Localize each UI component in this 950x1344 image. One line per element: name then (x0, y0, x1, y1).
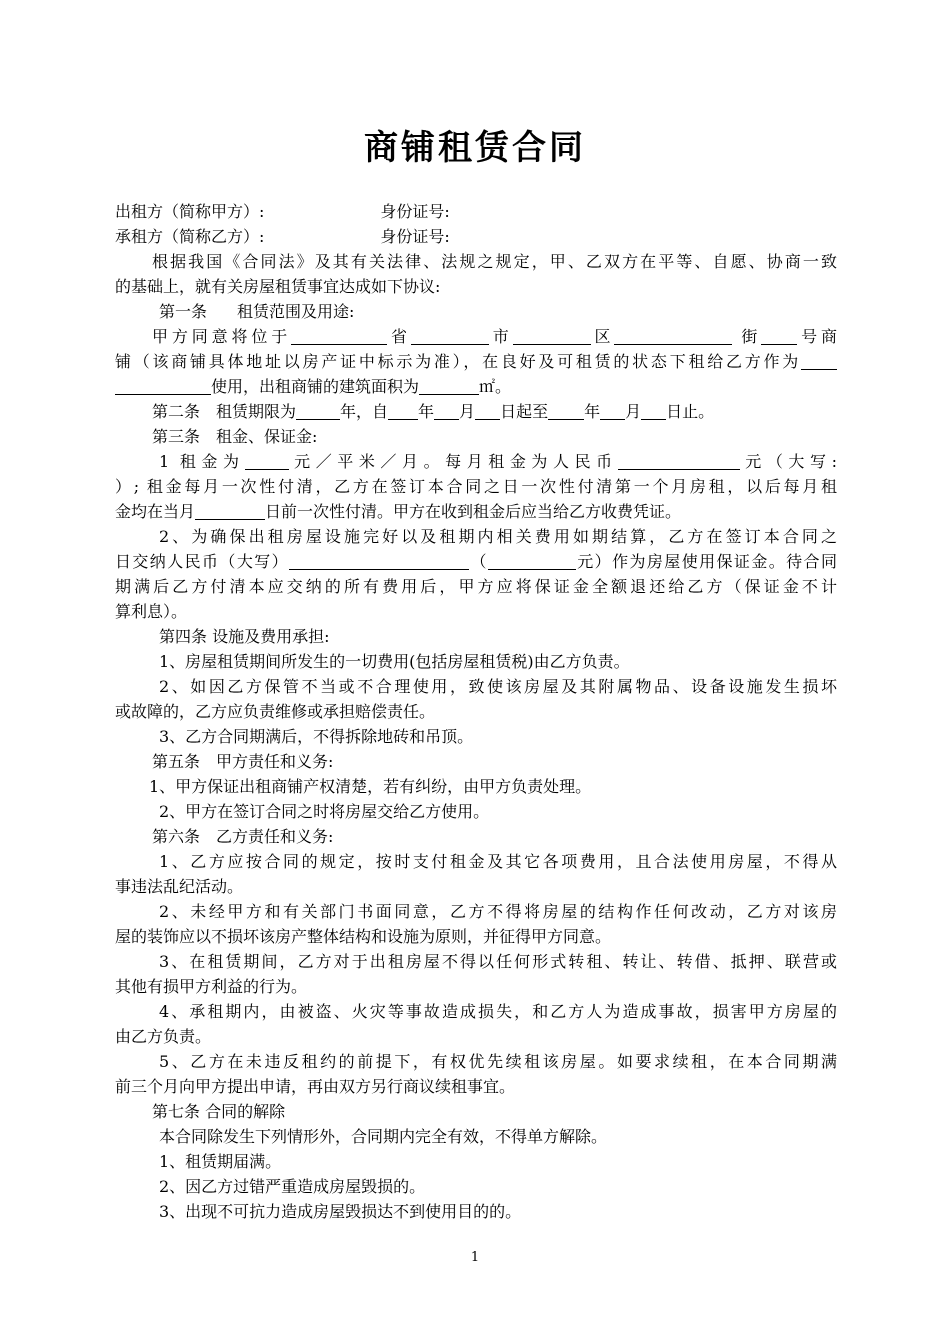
start-year-blank (388, 401, 418, 420)
street-blank (614, 326, 732, 345)
article-6-item-4-line-1: 4、承租期内，由被盗、火灾等事故造成损失，和乙方人为造成事故，损害甲方房屋的 (159, 1002, 837, 1021)
article-4-item-2-line-1: 2、如因乙方保管不当或不合理使用，致使该房屋及其附属物品、设备设施发生损坏 (159, 677, 837, 696)
article-4-heading: 第四条 设施及费用承担: (159, 627, 330, 646)
article-1-line-1: 甲方同意将位于 省 市 区 街 号商 (152, 327, 837, 346)
deposit-amount-blank (488, 551, 576, 570)
article-6-item-1-line-1: 1、乙方应按合同的规定，按时支付租金及其它各项费用，且合法使用房屋，不得从 (159, 852, 837, 871)
start-month-blank (434, 401, 459, 420)
page-number: 1 (470, 1250, 480, 1265)
article-1-number: 第一条 (159, 302, 208, 321)
article-3-line-7: 算利息）。 (115, 602, 188, 621)
article-3-heading: 第三条 租金、保证金: (152, 427, 318, 446)
article-7-heading: 第七条 合同的解除 (152, 1102, 286, 1121)
article-6-item-2-line-1: 2、未经甲方和有关部门书面同意，乙方不得将房屋的结构作任何改动，乙方对该房 (159, 902, 837, 921)
lessor-label: 出租方（简称甲方）: (115, 202, 265, 221)
province-blank (291, 326, 387, 345)
usage-blank-1 (801, 351, 837, 370)
article-1-line-2: 铺（该商铺具体地址以房产证中标示为准），在良好及可租赁的状态下租给乙方作为 (115, 349, 837, 374)
article-6-item-1-line-2: 事违法乱纪活动。 (115, 877, 244, 896)
article-6-item-5-line-2: 前三个月向甲方提出申请，再由双方另行商议续租事宜。 (115, 1077, 516, 1096)
start-day-blank (475, 401, 500, 420)
article-6-item-2-line-2: 屋的装饰应以不损坏该房产整体结构和设施为原则，并征得甲方同意。 (115, 927, 612, 946)
article-5-item-2: 2、甲方在签订合同之时将房屋交给乙方使用。 (159, 802, 490, 821)
lessee-label: 承租方（简称乙方）: (115, 227, 265, 246)
preamble-line-2: 的基础上，就有关房屋租赁事宜达成如下协议: (115, 277, 441, 296)
article-6-item-3-line-1: 3、在租赁期间，乙方对于出租房屋不得以任何形式转租、转让、转借、抵押、联营或 (159, 952, 837, 971)
due-day-blank (195, 501, 265, 520)
end-day-blank (641, 401, 666, 420)
article-1-line-3: 使用，出租商铺的建筑面积为 ㎡。 (115, 374, 837, 399)
article-6-item-4-line-2: 由乙方负责。 (115, 1027, 212, 1046)
article-3-line-4: 2、为确保出租房屋设施完好以及租期内相关费用如期结算，乙方在签订本合同之 (159, 527, 837, 546)
lessee-id-label: 身份证号: (380, 227, 450, 246)
article-7-item-3: 3、出现不可抗力造成房屋毁损达不到使用目的的。 (159, 1202, 522, 1221)
area-blank (419, 376, 479, 395)
article-6-heading: 第六条 乙方责任和义务: (152, 827, 334, 846)
lessee-line (115, 224, 837, 249)
article-4-item-2-line-2: 或故障的，乙方应负责维修或承担赔偿责任。 (115, 702, 436, 721)
article-1-title: 租赁范围及用途: (237, 302, 355, 321)
contract-body (115, 199, 837, 1224)
article-7-item-1: 1、租赁期届满。 (159, 1152, 282, 1171)
city-blank (411, 326, 489, 345)
preamble-line-1: 根据我国《合同法》及其有关法律、法规之规定，甲、乙双方在平等、自愿、协商一致 (152, 252, 837, 271)
article-6-item-3-line-2: 其他有损甲方利益的行为。 (115, 977, 308, 996)
article-5-item-1: 1、甲方保证出租商铺产权清楚，若有纠纷，由甲方负责处理。 (149, 777, 592, 796)
article-7-item-2: 2、因乙方过错严重造成房屋毁损的。 (159, 1177, 426, 1196)
years-blank (296, 401, 340, 420)
article-7-intro: 本合同除发生下列情形外，合同期内完全有效，不得单方解除。 (159, 1127, 608, 1146)
article-4-item-3: 3、乙方合同期满后，不得拆除地砖和吊顶。 (159, 727, 474, 746)
end-month-blank (600, 401, 625, 420)
lessor-line (115, 199, 837, 224)
article-3-line-2: ）; 租金每月一次性付清，乙方在签订本合同之日一次性付清第一个月房租，以后每月租 (115, 477, 837, 496)
unit-rent-blank (245, 451, 289, 470)
article-4-item-1: 1、房屋租赁期间所发生的一切费用(包括房屋租赁税)由乙方负责。 (159, 652, 630, 671)
end-year-blank (548, 401, 584, 420)
article-2: 第二条 租赁期限为 年，自 年 月 日起至 年 月 日止。 (152, 402, 715, 421)
deposit-words-blank (289, 551, 469, 570)
article-1-heading (115, 299, 837, 324)
article-3-line-1: 1 租金为 元／平米／月。每月租金为人民币 元（大写: (159, 452, 837, 471)
article-6-item-5-line-1: 5、乙方在未违反租约的前提下，有权优先续租该房屋。如要求续租，在本合同期满 (159, 1052, 837, 1071)
monthly-rent-blank (618, 451, 740, 470)
number-blank (761, 326, 797, 345)
usage-blank-2 (115, 376, 211, 395)
lessor-id-label: 身份证号: (380, 202, 450, 221)
article-3-line-5: 日交纳人民币（大写） （ 元）作为房屋使用保证金。待合同 (115, 552, 837, 571)
article-5-heading: 第五条 甲方责任和义务: (152, 752, 334, 771)
document-title: 商铺租赁合同 (364, 128, 586, 168)
article-3-line-6: 期满后乙方付清本应交纳的所有费用后，甲方应将保证金全额退还给乙方（保证金不计 (115, 577, 837, 596)
article-3-line-3: 金均在当月 日前一次性付清。甲方在收到租金后应当给乙方收费凭证。 (115, 502, 682, 521)
district-blank (513, 326, 591, 345)
